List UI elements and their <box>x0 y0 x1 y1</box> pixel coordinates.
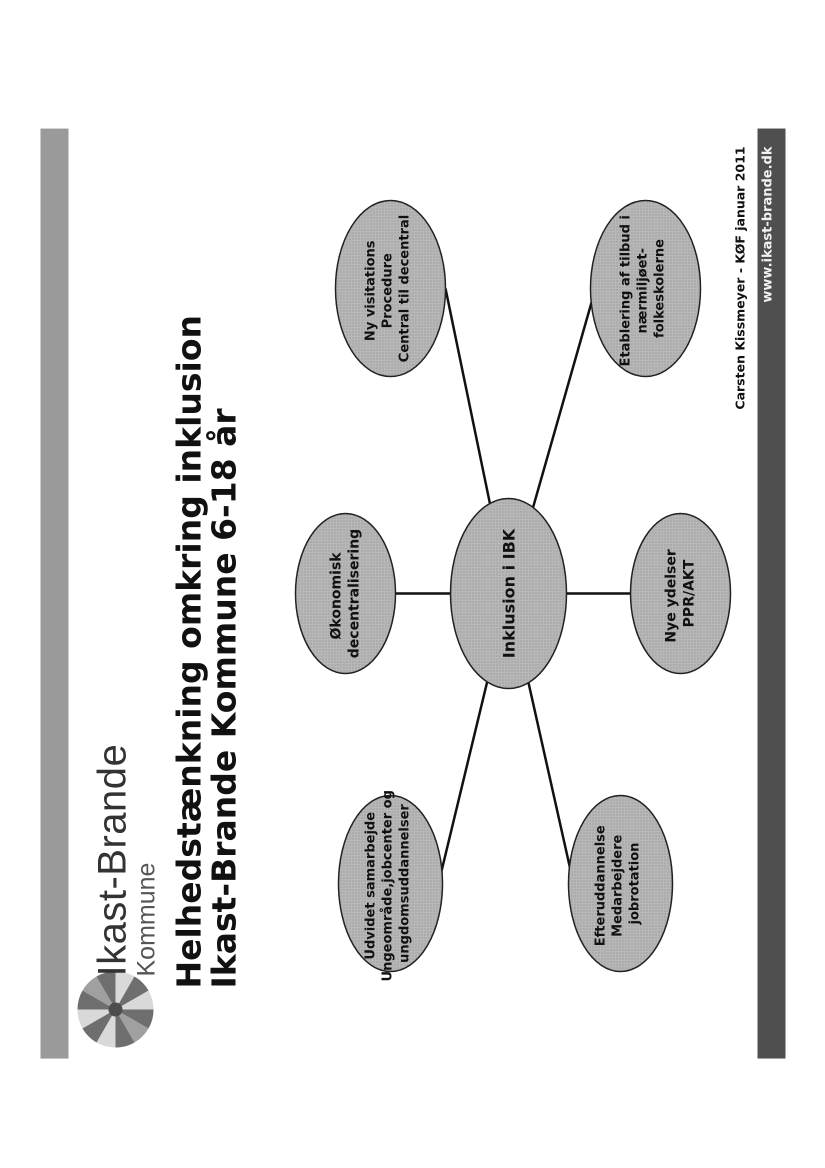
node-udvidet-line3: ungdomsuddannelser <box>397 803 412 963</box>
footer-url: www.ikast-brande.dk <box>760 146 775 303</box>
node-okonomisk <box>295 513 395 673</box>
logo-subtitle: Kommune <box>132 862 160 976</box>
node-udvidet <box>338 785 442 981</box>
node-visitation-line3: Central til decentral <box>397 214 412 362</box>
node-nye-ydelser <box>630 513 730 673</box>
node-efteruddannelse-line2: Medarbejdere <box>610 834 625 937</box>
node-efteruddannelse <box>568 795 672 971</box>
node-visitation-line1: Ny visitations <box>363 239 378 341</box>
node-etablering-line1: Etablering af tilbud i <box>618 214 633 366</box>
node-center-label: Inklusion i IBK <box>499 528 518 658</box>
node-etablering-line2: nærmiljøet- <box>635 247 650 334</box>
node-nye-ydelser-line2: PPR/AKT <box>681 559 697 627</box>
node-visitation <box>335 200 445 376</box>
inclusion-diagram <box>40 128 785 1058</box>
node-nye-ydelser-line1: Nye ydelser <box>663 548 679 643</box>
svg-text:Udvidet samarbejde U <box>363 785 412 981</box>
node-efteruddannelse-line1: Efteruddannelse <box>593 824 608 946</box>
node-etablering <box>590 200 700 376</box>
footer-author: Carsten Kissmeyer - KØF januar 2011 <box>732 146 747 410</box>
slide-title-line1: Helhedstænkning omkring inklusion <box>169 314 208 988</box>
node-udvidet-line1: Udvidet samarbejde <box>363 811 378 960</box>
logo-name: Ikast-Brande <box>90 743 134 976</box>
rotated-slide <box>40 128 785 1058</box>
node-efteruddannelse-line3: jobrotation <box>627 842 642 924</box>
node-udvidet-line2: Ungeområde,jobcenter og <box>380 789 395 981</box>
slide-title-line2: Ikast-Brande Kommune 6-18 år <box>203 407 243 988</box>
node-okonomisk-line2: decentralisering <box>346 528 362 658</box>
node-visitation-line2: Procedure <box>380 252 395 328</box>
node-etablering-line3: folkeskolerne <box>652 238 667 338</box>
node-center <box>450 498 566 688</box>
node-okonomisk-line1: Økonomisk <box>328 551 344 639</box>
